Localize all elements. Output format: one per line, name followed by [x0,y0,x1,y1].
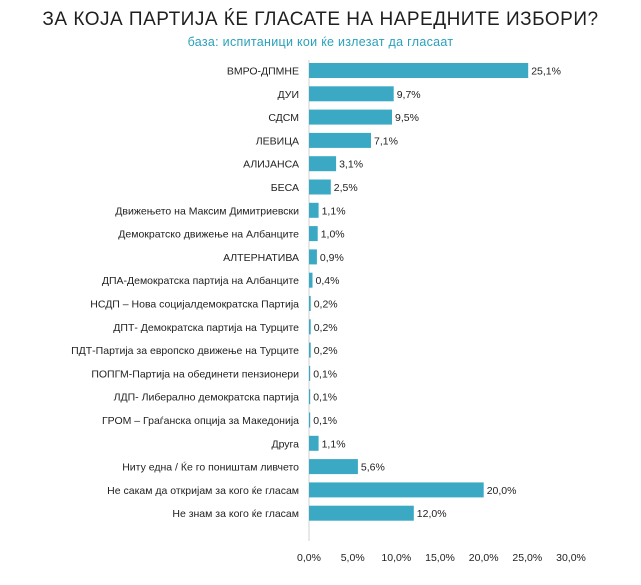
value-label-9: 0,4% [315,275,340,288]
category-label-4: АЛИЈАНСА [243,158,299,171]
value-label-3: 7,1% [374,135,398,148]
bar-18 [309,482,484,497]
category-label-16: Друга [271,438,299,451]
category-label-3: ЛЕВИЦА [255,135,299,148]
value-label-2: 9,5% [395,112,419,125]
category-label-7: Демократско движење на Албанците [118,228,299,241]
category-label-10: НСДП – Нова социјалдемократска Партија [90,298,299,311]
category-label-19: Не знам за кого ќе гласам [172,508,299,521]
category-label-15: ГРОМ – Граѓанска опција за Македонија [101,415,299,427]
category-label-13: ПОПГМ-Партија на обединети пензионери [91,368,299,381]
bar-12 [309,343,311,358]
value-label-12: 0,2% [313,345,338,358]
category-label-17: Ниту една / Ќе го поништам ливчето [122,461,299,474]
category-label-14: ЛДП- Либерално демократска партија [113,391,299,404]
bar-17 [309,459,358,474]
bar-6 [309,203,319,218]
bars-group [309,63,528,521]
chart-title: ЗА КОЈА ПАРТИЈА ЌЕ ГЛАСАТЕ НА НАРЕДНИТЕ ИЗБОРИ? [42,9,599,30]
category-label-0: ВМРО-ДПМНЕ [226,65,299,78]
value-label-17: 5,6% [360,461,385,474]
value-label-8: 0,9% [319,251,344,264]
category-label-8: АЛТЕРНАТИВА [223,251,299,264]
x-tick-label-6: 30,0% [556,552,586,564]
value-label-6: 1,1% [321,205,346,218]
value-label-7: 1,0% [320,228,345,241]
x-tick-label-1: 5,0% [340,552,365,564]
category-label-2: СДСМ [268,112,299,125]
bar-5 [309,180,331,195]
value-label-16: 1,1% [321,438,346,451]
bar-19 [309,506,414,521]
value-label-19: 12,0% [416,508,447,521]
value-label-10: 0,2% [313,298,338,311]
bar-3 [309,133,371,148]
bar-11 [309,319,311,334]
value-label-13: 0,1% [313,368,338,381]
bar-2 [309,110,392,125]
bar-1 [309,86,394,101]
x-tick-label-4: 20,0% [468,552,499,564]
value-label-5: 2,5% [333,182,358,194]
x-tick-label-3: 15,0% [425,552,455,564]
value-label-11: 0,2% [313,321,338,334]
x-tick-label-5: 25,0% [512,552,543,564]
category-label-1: ДУИ [277,88,299,101]
category-label-9: ДПА-Демократска партија на Албанците [101,275,299,288]
bar-0 [309,63,528,78]
category-label-6: Движењето на Максим Димитриевски [115,205,299,218]
x-tick-label-0: 0,0% [297,552,321,564]
category-label-11: ДПТ- Демократска партија на Турците [113,321,299,334]
value-label-1: 9,7% [396,88,421,101]
bar-10 [309,296,311,311]
bar-8 [309,249,317,264]
bar-9 [309,273,313,288]
bar-13 [309,366,310,381]
category-label-5: БЕСА [270,182,299,194]
category-labels-group [71,66,299,521]
bar-15 [309,413,310,428]
bar-7 [309,226,318,241]
category-label-12: ПДТ-Партија за европско движење на Турците [71,345,299,358]
value-label-14: 0,1% [313,391,338,404]
bar-4 [309,156,336,171]
bar-14 [309,389,310,404]
chart-subtitle: база: испитаници кои ќе излезат да гласаат [187,35,454,49]
category-label-18: Не сакам да откријам за кого ќе гласам [107,484,299,497]
value-label-4: 3,1% [339,158,364,171]
bar-16 [309,436,319,451]
value-label-15: 0,1% [313,415,338,427]
x-tick-label-2: 10,0% [381,552,412,564]
x-tick-labels-group [297,552,586,564]
value-label-0: 25,1% [531,65,561,78]
value-label-18: 20,0% [486,484,517,497]
